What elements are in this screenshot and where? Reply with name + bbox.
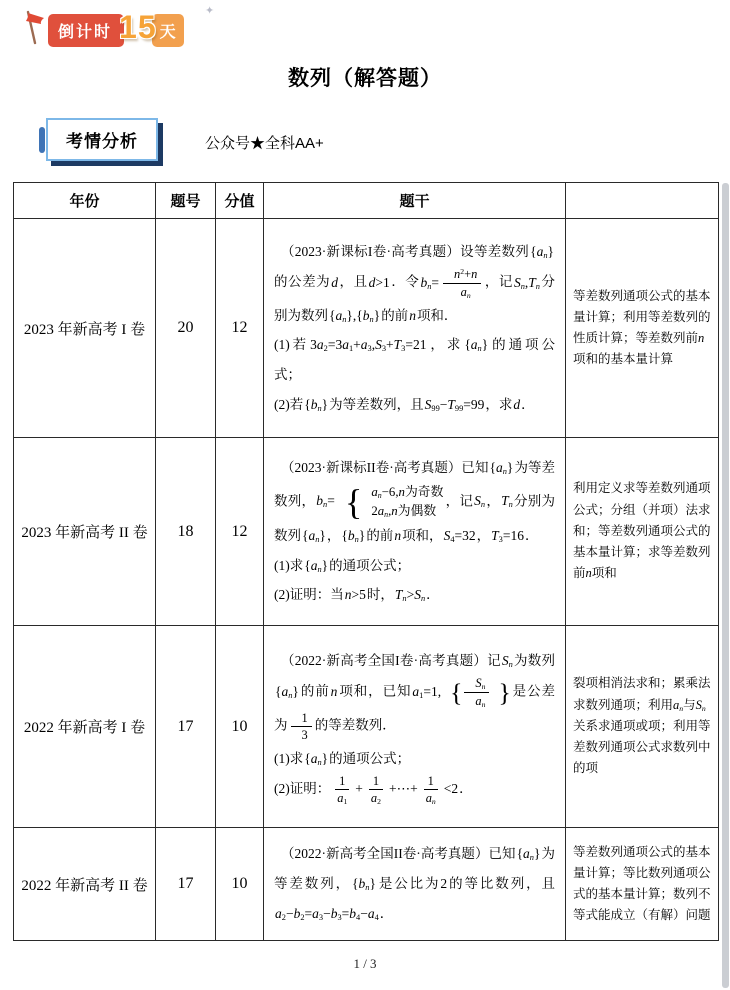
math-run: n	[330, 683, 338, 699]
text-run: (1)若	[274, 337, 310, 353]
fraction: $\frac{1}{a_2}$	[365, 773, 387, 807]
text-run: 的等差数列．	[314, 717, 396, 733]
math-run: d>1	[368, 274, 390, 290]
question-number-cell: 20	[156, 219, 216, 438]
account-note: 公众号★全科AA+	[205, 135, 324, 152]
year-cell: 2023 年新高考 I 卷	[14, 219, 156, 438]
math-run: $\{a_n\}$	[302, 528, 326, 545]
math-run: $T_n>S_n$	[394, 587, 426, 604]
text-run: 的前	[366, 528, 394, 544]
text-run: ，求	[427, 337, 464, 353]
col-header-question-no: 题号	[156, 183, 216, 219]
text-run: 项和．	[416, 307, 458, 323]
flag-icon	[22, 10, 46, 51]
text-run: 为数列	[513, 652, 556, 668]
text-run: ．	[521, 396, 535, 412]
table-row	[14, 438, 719, 626]
text-run: ，且	[338, 274, 368, 290]
page-title: 数列（解答题）	[288, 66, 442, 90]
fraction: $\frac{n^2+n}{a_n}$	[441, 266, 483, 300]
fraction: $\frac{1}{a_n}$	[420, 773, 442, 807]
text-run: (2)证明：	[274, 781, 331, 797]
math-run: d	[331, 274, 338, 290]
countdown-banner	[22, 5, 215, 50]
table-row	[14, 219, 719, 438]
math-run: $S_n,T_n$	[513, 274, 540, 291]
math-run: $\{a_n\},\{b_n\}$	[329, 307, 381, 324]
text-run: （2022·新高考全国I卷·高考真题）记	[281, 652, 501, 668]
math-run: $S_4=32$	[443, 528, 476, 545]
question-number-cell: 17	[156, 626, 216, 828]
text-run: (2)若	[274, 396, 304, 412]
text-run: ，记	[484, 274, 513, 290]
countdown-days-number: 15	[119, 8, 157, 45]
math-run: $\{b_n\}$	[352, 876, 376, 893]
col-header-score: 分值	[216, 183, 264, 219]
analysis-cell: 利用定义求等差数列通项公式；分组（并项）法求和；等差数列通项公式的基本量计算；求等差数列前n项和	[566, 438, 719, 626]
math-run: +⋯+	[388, 781, 418, 797]
math-run: $S_{99}-T_{99}=99$	[424, 396, 485, 413]
year-cell: 2022 年新高考 II 卷	[14, 828, 156, 941]
text-run: 是公差为	[274, 683, 556, 733]
fraction: $\frac{1}{3}$	[289, 710, 314, 743]
text-run: ，求	[485, 396, 513, 412]
text-run: ．	[524, 528, 539, 544]
text-run: 项和，	[402, 528, 443, 544]
math-run: $\{a_n\}$	[304, 557, 329, 574]
text-run: 项和，已知	[338, 683, 412, 699]
stem-paragraph	[274, 744, 555, 774]
table-row	[14, 828, 719, 941]
text-run: 的通项公式；	[274, 337, 556, 382]
year-cell: 2022 年新高考 I 卷	[14, 626, 156, 828]
stem-paragraph	[274, 453, 555, 551]
math-run: n	[409, 307, 416, 323]
text-run: 为等差数列，	[274, 459, 556, 508]
col-header-year: 年份	[14, 183, 156, 219]
stem-paragraph	[274, 580, 555, 610]
text-run: (2)证明：当	[274, 587, 344, 603]
question-number-cell: 17	[156, 828, 216, 941]
stem-paragraph	[274, 839, 555, 928]
section-badge	[46, 118, 158, 161]
text-run: ，	[476, 528, 491, 544]
text-run: (1)求	[274, 750, 304, 766]
text-run: 的前	[381, 307, 409, 323]
text-run: ．	[459, 781, 473, 797]
score-cell: 12	[216, 438, 264, 626]
page-indicator: 1 / 3	[353, 956, 377, 971]
text-run: 的公差为	[274, 274, 331, 290]
math-run: $b_n=$	[316, 492, 335, 509]
stem-paragraph	[274, 237, 555, 330]
exam-analysis-table	[13, 182, 719, 941]
year-cell: 2023 年新高考 II 卷	[14, 438, 156, 626]
piecewise-cases: { $a_n-6,n$为奇数 $2a_n,n$为偶数	[344, 481, 444, 522]
fraction: $\frac{1}{a_1}$	[331, 773, 353, 807]
math-run: $S_n$	[501, 652, 513, 669]
text-run: 为等差数列，且	[329, 396, 424, 412]
text-run: 的前	[299, 683, 330, 699]
analysis-cell: 裂项相消法求和；累乘法求数列通项；利用$a_n$与$S_n$关系求通项或项；利用等差数列通项公式求数列中的项	[566, 626, 719, 828]
math-run: +	[355, 781, 363, 797]
question-number-cell: 18	[156, 438, 216, 626]
text-run: 时，	[366, 587, 394, 603]
col-header-stem: 题干	[264, 183, 566, 219]
analysis-cell: 等差数列通项公式的基本量计算；利用等差数列的性质计算；等差数列前n项和的基本量计算	[566, 219, 719, 438]
text-run: ．	[379, 905, 394, 921]
stem-paragraph	[274, 551, 555, 581]
math-run: n>5	[344, 587, 366, 603]
table-header-row	[14, 183, 719, 219]
stem-paragraph	[274, 390, 555, 420]
text-run: ，	[326, 528, 341, 544]
math-run: $\{a_n\}$	[530, 243, 554, 260]
question-stem-cell	[264, 438, 566, 626]
math-run: $3a_2=3a_1+a_3,S_3+T_3=21$	[310, 337, 427, 354]
text-run: （2023·新课标I卷·高考真题）设等差数列	[281, 243, 530, 259]
stem-paragraph	[274, 330, 555, 389]
math-run: $b_n=$	[420, 274, 440, 291]
text-run: （2022·新高考全国II卷·高考真题）已知	[281, 846, 516, 862]
table-row	[14, 626, 719, 828]
text-run: 分别为数列	[274, 492, 556, 544]
math-run: d	[513, 396, 521, 412]
math-run: $\{a_n\}$	[464, 337, 489, 354]
text-run: 为等差数列，	[274, 846, 556, 892]
text-run: ．	[426, 587, 440, 603]
math-run: $T_3=16$	[491, 528, 524, 545]
stem-paragraph	[274, 773, 555, 807]
math-run: $\{a_n\}$	[275, 683, 299, 700]
math-run: $\{a_n\}$	[516, 846, 541, 863]
question-stem-cell	[264, 828, 566, 941]
text-run: ，记	[445, 492, 474, 508]
text-run: (1)求	[274, 557, 304, 573]
math-run: $\{b_n\}$	[341, 528, 366, 545]
math-run: <2	[443, 781, 459, 797]
question-stem-cell	[264, 219, 566, 438]
text-run: 的通项公式；	[329, 750, 411, 766]
text-run: 是公比为2的等比数列，且	[376, 876, 556, 892]
math-run: $\{b_n\}$	[304, 396, 329, 413]
scrollbar[interactable]	[722, 183, 729, 988]
text-run: 的通项公式；	[329, 557, 411, 573]
math-run: n	[394, 528, 402, 544]
math-run: $a_2-b_2=a_3-b_3=b_4-a_4$	[275, 905, 379, 922]
badge-clip-icon	[39, 127, 45, 153]
countdown-days-unit: 天	[152, 14, 184, 47]
section-badge-label: 考情分析	[66, 132, 138, 151]
stem-paragraph	[274, 646, 555, 744]
text-run: （2023·新课标II卷·高考真题）已知	[281, 459, 489, 475]
math-run: $S_n$	[474, 492, 486, 509]
fraction: { $\frac{S_n}{a_n}$ }	[450, 676, 511, 710]
countdown-label: 倒计时	[48, 14, 124, 47]
math-run: $\{a_n\}$	[489, 459, 514, 476]
text-run: ．令	[390, 274, 420, 290]
analysis-cell: 等差数列通项公式的基本量计算；等比数列通项公式的基本量计算；数列不等式能成立（有解）问题	[566, 828, 719, 941]
score-cell: 10	[216, 828, 264, 941]
score-cell: 12	[216, 219, 264, 438]
text-run: 分别为数列	[274, 274, 556, 323]
math-run: $T_n$	[501, 492, 513, 509]
score-cell: 10	[216, 626, 264, 828]
math-run: $a_1=1$,	[412, 683, 442, 700]
question-stem-cell	[264, 626, 566, 828]
sparkle-icon: ✦	[205, 5, 215, 17]
math-run: $\{a_n\}$	[304, 750, 329, 767]
col-header-analysis	[566, 183, 719, 219]
text-run: ，	[486, 492, 501, 508]
